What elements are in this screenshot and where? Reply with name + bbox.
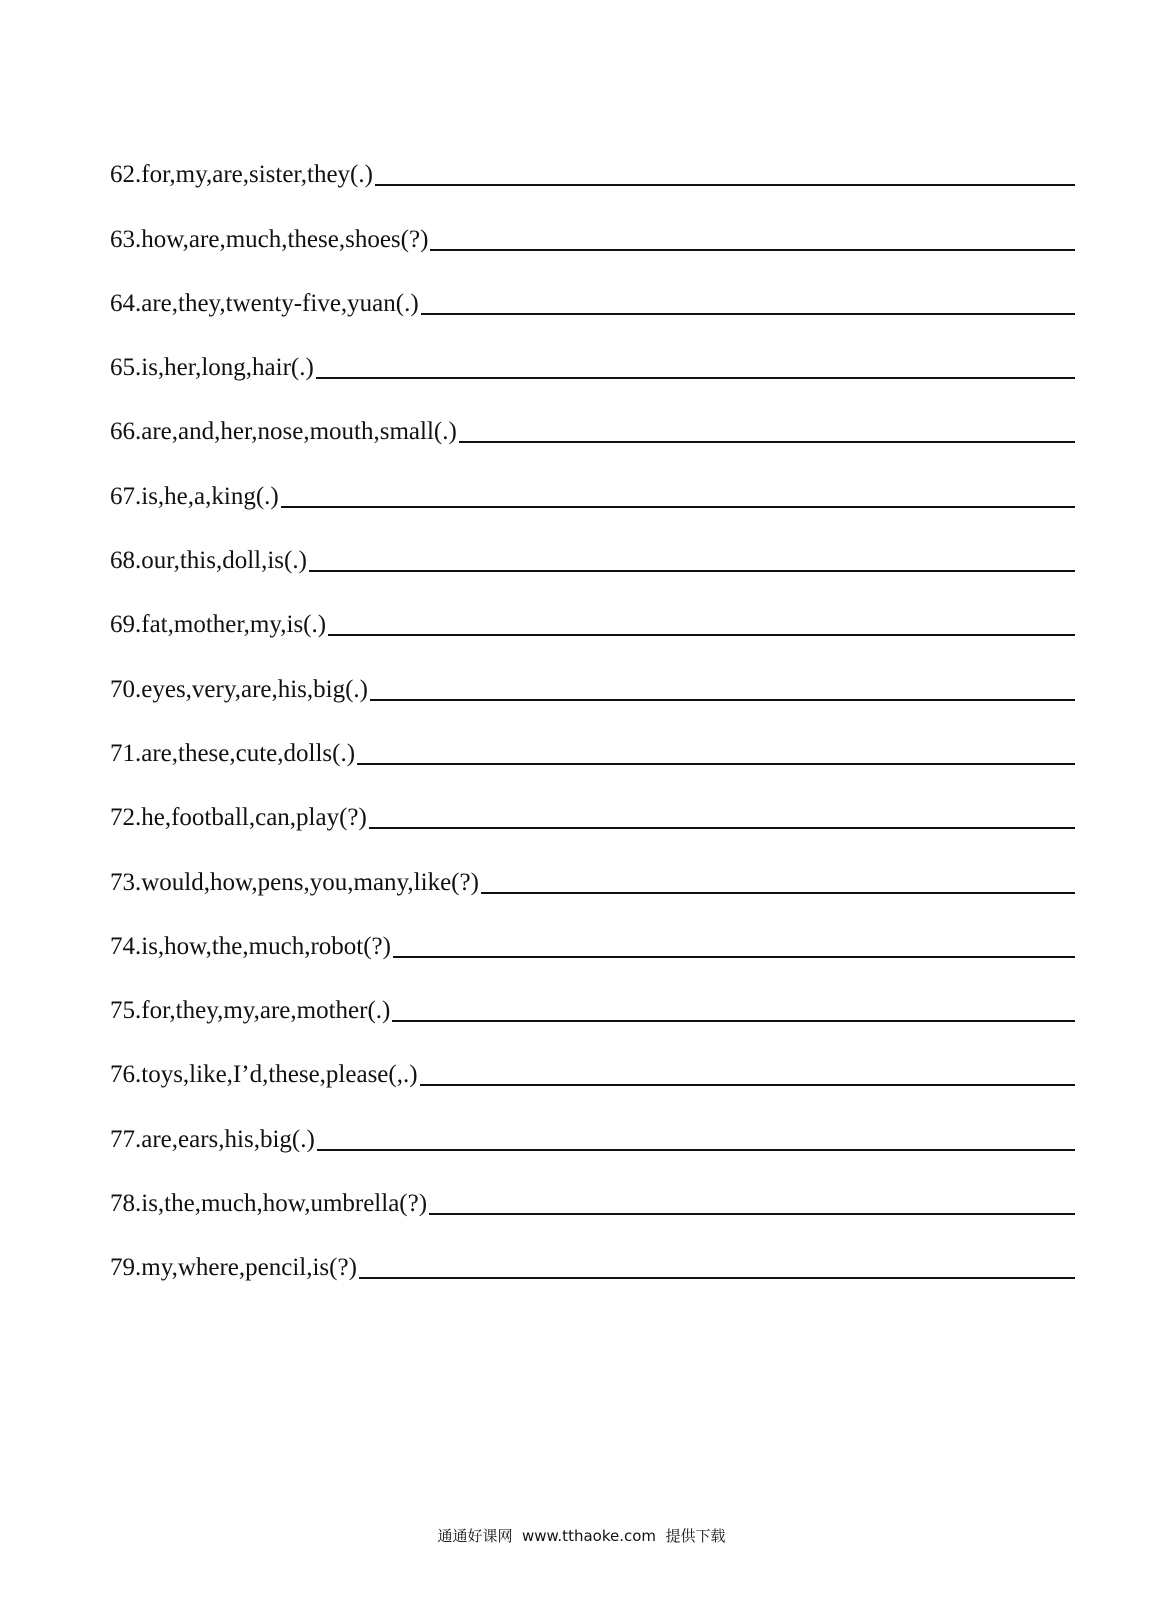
question-64 [110, 256, 1075, 320]
question-text: 67.is,he,a,king(.) [110, 482, 279, 510]
answer-line[interactable] [309, 570, 1075, 572]
answer-line[interactable] [421, 313, 1075, 315]
question-text: 68.our,this,doll,is(.) [110, 547, 307, 575]
answer-line[interactable] [429, 1213, 1075, 1215]
question-text: 72.he,football,can,play(?) [110, 804, 367, 832]
question-text: 79.my,where,pencil,is(?) [110, 1254, 357, 1282]
question-66 [110, 384, 1075, 448]
question-text: 74.is,how,the,much,robot(?) [110, 932, 391, 960]
answer-line[interactable] [392, 1020, 1075, 1022]
answer-line[interactable] [328, 634, 1075, 636]
answer-line[interactable] [316, 377, 1075, 379]
answer-line[interactable] [393, 956, 1075, 958]
question-text: 66.are,and,her,nose,mouth,small(.) [110, 418, 457, 446]
question-text: 70.eyes,very,are,his,big(.) [110, 675, 369, 703]
answer-line[interactable] [357, 763, 1075, 765]
answer-line[interactable] [420, 1084, 1075, 1086]
question-text: 71.are,these,cute,dolls(.) [110, 739, 356, 767]
question-78 [110, 1156, 1075, 1220]
question-text: 69.fat,mother,my,is(.) [110, 611, 327, 639]
question-75 [110, 963, 1075, 1027]
question-text: 78.is,the,much,how,umbrella(?) [110, 1190, 428, 1218]
question-70 [110, 641, 1075, 705]
question-79 [110, 1220, 1075, 1284]
question-68 [110, 513, 1075, 577]
question-text: 77.are,ears,his,big(.) [110, 1125, 315, 1153]
question-74 [110, 899, 1075, 963]
question-71 [110, 706, 1075, 770]
worksheet [110, 127, 1075, 1284]
answer-line[interactable] [317, 1149, 1075, 1151]
answer-line[interactable] [359, 1277, 1075, 1279]
answer-line[interactable] [375, 184, 1075, 186]
question-77 [110, 1091, 1075, 1155]
question-text: 62.for,my,are,sister,they(.) [110, 161, 373, 189]
question-text: 76.toys,like,I’d,these,please(,.) [110, 1061, 418, 1089]
question-text: 75.for,they,my,are,mother(.) [110, 997, 391, 1025]
question-67 [110, 448, 1075, 512]
question-73 [110, 834, 1075, 898]
question-65 [110, 320, 1075, 384]
question-63 [110, 191, 1075, 255]
question-text: 73.would,how,pens,you,many,like(?) [110, 868, 479, 896]
answer-line[interactable] [430, 249, 1075, 251]
answer-line[interactable] [369, 827, 1075, 829]
question-72 [110, 770, 1075, 834]
answer-line[interactable] [459, 441, 1075, 443]
answer-line[interactable] [281, 506, 1075, 508]
question-text: 63.how,are,much,these,shoes(?) [110, 225, 429, 253]
question-text: 64.are,they,twenty-five,yuan(.) [110, 289, 419, 317]
question-76 [110, 1027, 1075, 1091]
answer-line[interactable] [481, 892, 1075, 894]
question-69 [110, 577, 1075, 641]
question-text: 65.is,her,long,hair(.) [110, 354, 314, 382]
question-62 [110, 127, 1075, 191]
answer-line[interactable] [370, 699, 1075, 701]
footer-watermark: 通通好课网 www.tthaoke.com 提供下载 [437, 1527, 726, 1545]
